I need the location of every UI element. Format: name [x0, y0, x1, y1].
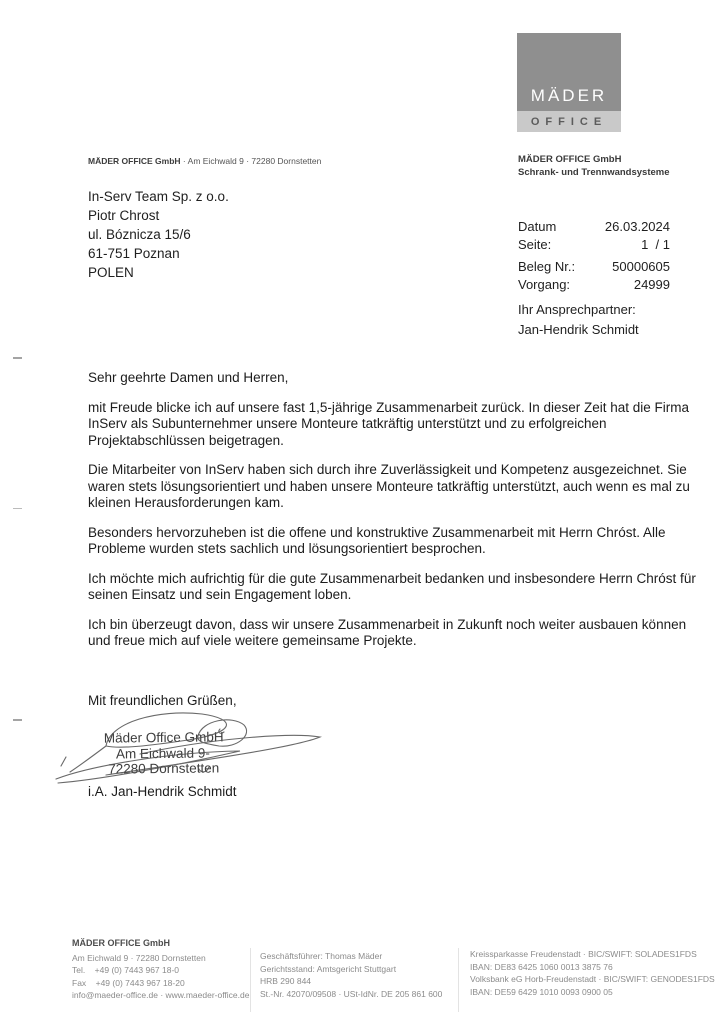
footer-bank1-iban: IBAN: DE83 6425 1060 0013 3875 76	[470, 961, 613, 972]
sender-company: MÄDER OFFICE GmbH	[88, 156, 181, 166]
meta-row-process-number	[518, 276, 670, 294]
recipient-line: Piotr Chrost	[88, 208, 160, 223]
process-number-label: Vorgang:	[518, 277, 571, 292]
company-header-name: MÄDER OFFICE GmbH	[518, 154, 622, 165]
company-header-tagline: Schrank- und Trennwandsysteme	[518, 167, 670, 178]
logo-subtitle: OFFICE	[530, 115, 608, 128]
handwritten-signature	[48, 706, 333, 794]
footer-company-fax: Fax +49 (0) 7443 967 18-20	[72, 977, 185, 988]
closing-regards: Mit freundlichen Grüßen,	[88, 693, 237, 708]
page-value: 1 / 1	[641, 237, 670, 252]
logo-office-bar	[517, 111, 621, 132]
date-label: Datum	[518, 219, 557, 234]
body-paragraph: Ich bin überzeugt davon, dass wir unsere Zusammenarbeit in Zukunft noch weiter ausbauen können und freue mich auf viele weitere gemeinsame Projekte.	[88, 616, 687, 648]
page-label: Seite:	[518, 237, 552, 252]
footer-tax-ids: St.-Nr. 42070/09508 · USt-IdNr. DE 205 861 600	[260, 988, 443, 999]
recipient-address	[88, 187, 229, 282]
footer-legal-column	[260, 950, 442, 1000]
body-paragraph: Ich möchte mich aufrichtig für die gute Zusammenarbeit bedanken und insbesondere Herrn Chróst für seinen Einsatz und sein Engagement loben.	[88, 570, 696, 602]
footer-divider	[250, 948, 251, 1012]
recipient-line: 61-751 Poznan	[88, 246, 180, 261]
footer-register-number: HRB 290 844	[260, 976, 312, 986]
footer-bank1-name: Kreissparkasse Freudenstadt · BIC/SWIFT: SOLADES1FDS	[470, 949, 697, 959]
stamp-line: 72280 Dornstetten	[108, 760, 220, 777]
footer-company-address: Am Eichwald 9 · 72280 Dornstetten	[72, 952, 206, 963]
recipient-line: POLEN	[88, 265, 134, 280]
document-number-value: 50000605	[612, 259, 670, 274]
body-paragraph: Die Mitarbeiter von InServ haben sich durch ihre Zuverlässigkeit und Kompetenz ausgezeichnet. Sie waren stets lösungsorientiert und haben unsere Monteure tatkräftig unterstützt, auch wenn es mal zu kleinen Herausforderungen kam.	[88, 462, 690, 510]
sender-return-address	[88, 156, 321, 166]
logo-wordmark: MÄDER	[530, 86, 608, 105]
footer-company-title: MÄDER OFFICE GmbH	[72, 938, 170, 948]
date-value: 26.03.2024	[604, 219, 670, 234]
contact-person-label: Ihr Ansprechpartner:	[518, 302, 636, 317]
meta-row-document-number	[518, 258, 670, 276]
footer-bank2-iban: IBAN: DE59 6429 1010 0093 0900 05	[470, 986, 613, 997]
footer-managing-director: Geschäftsführer: Thomas Mäder	[260, 951, 383, 961]
signer-name: i.A. Jan-Hendrik Schmidt	[88, 784, 237, 799]
fold-mark	[13, 357, 22, 359]
document-number-label: Beleg Nr.:	[518, 259, 576, 274]
company-logo	[517, 33, 621, 132]
meta-row-page	[518, 236, 670, 254]
footer-company-web: info@maeder-office.de · www.maeder-office.de	[72, 990, 250, 1000]
body-paragraph: mit Freude blicke ich auf unsere fast 1,5-jährige Zusammenarbeit zurück. In dieser Zeit hat die Firma InServ als Subunternehmer unsere Monteure tatkräftig unterstützt und zu erfolgreichen Projektabschlüssen beigetragen.	[88, 399, 690, 448]
contact-person-block	[518, 300, 670, 340]
stamp-line: Am Eichwald 9-	[115, 745, 210, 762]
meta-row-date	[518, 218, 670, 236]
letter-meta-block	[518, 218, 670, 340]
footer-bank-column	[470, 948, 715, 998]
company-header-block	[518, 153, 670, 179]
footer-divider	[458, 948, 459, 1012]
footer-company-phone: Tel. +49 (0) 7443 967 18-0	[72, 965, 180, 975]
contact-person-name: Jan-Hendrik Schmidt	[518, 322, 639, 337]
process-number-value: 24999	[633, 277, 670, 292]
body-paragraph: Besonders hervorzuheben ist die offene und konstruktive Zusammenarbeit mit Herrn Chróst. Alle Probleme wurden stets sachlich und lösungsorientiert besprochen.	[88, 524, 666, 556]
logo-square	[517, 33, 621, 111]
fold-mark	[13, 719, 22, 721]
footer-bank2-name: Volksbank eG Horb-Freudenstadt · BIC/SWIFT: GENODES1FDS	[470, 974, 715, 984]
footer-jurisdiction: Gerichtsstand: Amtsgericht Stuttgart	[260, 963, 397, 974]
stamp-line: Mäder Office GmbH	[103, 729, 224, 746]
footer-company-column	[72, 937, 249, 1002]
fold-mark	[13, 508, 22, 509]
recipient-line: In-Serv Team Sp. z o.o.	[88, 189, 229, 204]
letter-body	[88, 370, 700, 663]
sender-address: · Am Eichwald 9 · 72280 Dornstetten	[180, 156, 322, 166]
recipient-line: ul. Bóznicza 15/6	[88, 227, 191, 242]
salutation: Sehr geehrte Damen und Herren,	[88, 370, 289, 385]
